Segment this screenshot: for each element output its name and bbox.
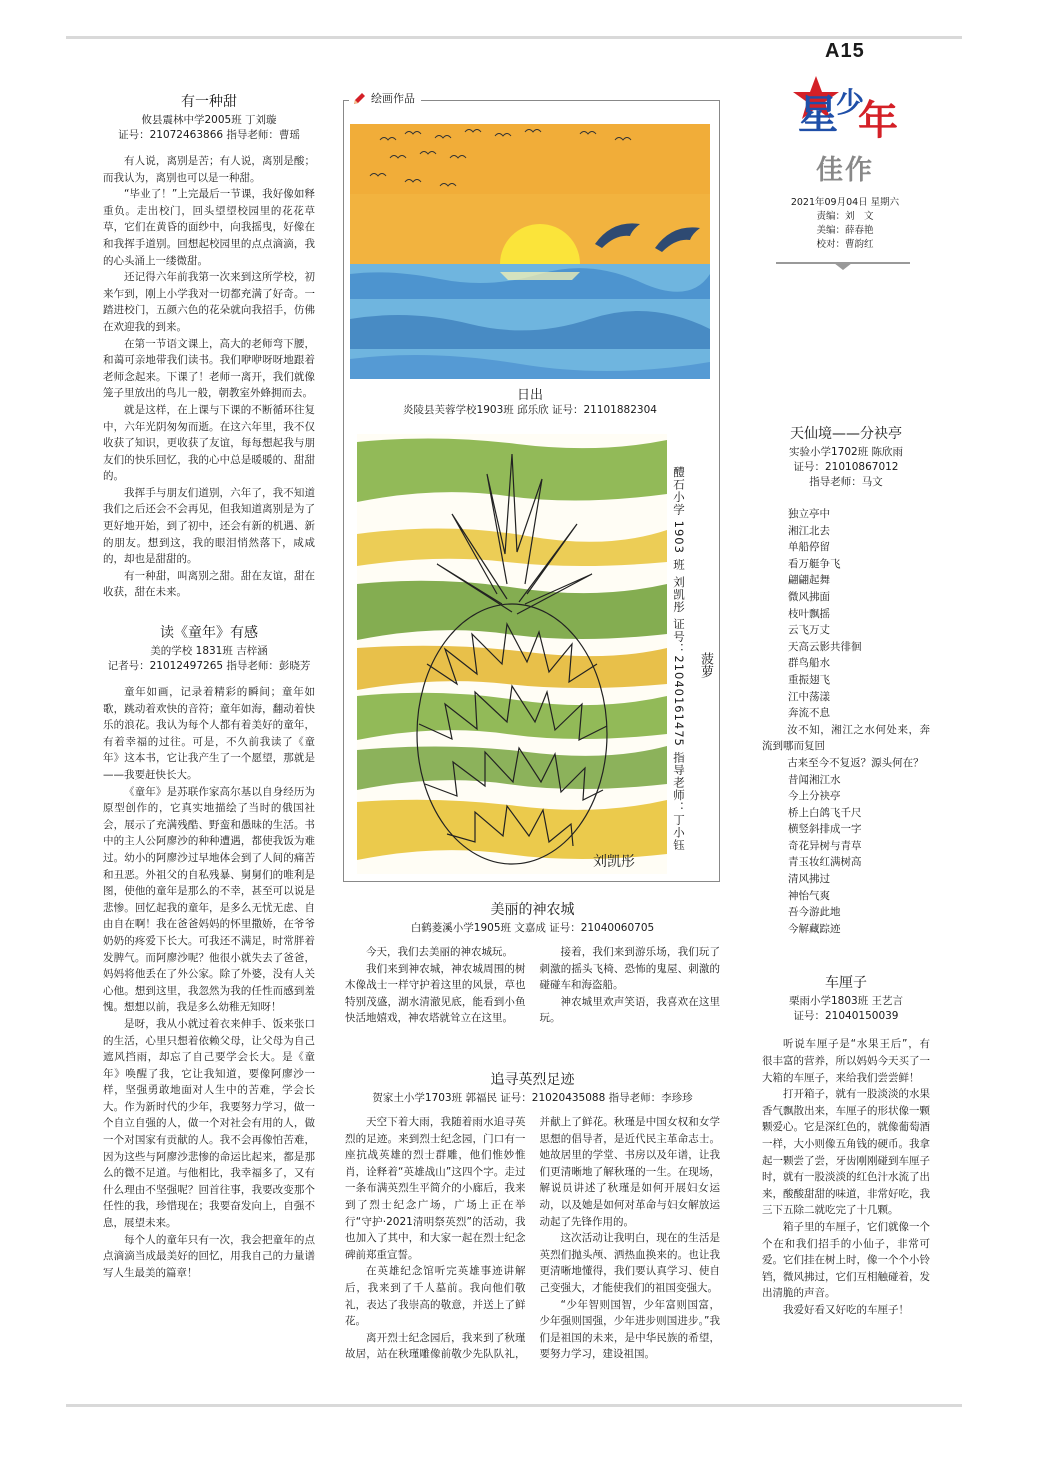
paragraph: 我们来到神农城，神农城周围的树木像战士一样守护着这里的风景，草也特别茂盛，湖水清澈见底，能看到小鱼快活地嬉戏，神农塔就耸立在这里。 <box>345 962 526 1025</box>
article-cert: 记者号：21012497265 指导老师：彭晓芳 <box>107 660 311 673</box>
column-left <box>103 92 315 1281</box>
article-cert: 证号：21010867012 <box>793 461 899 473</box>
poem-line: 翩翩起舞 <box>788 574 830 587</box>
paragraph: 《童年》是苏联作家高尔基以自身经历为原型创作的，它真实地描绘了当时的俄国社会，展示了充满残酷、野蛮和愚昧的生活。书中的主人公阿廖沙的种种遭遇，都使我饭为难过。幼小的阿廖沙过早地体会到了人间的痛苦和丑恶。外祖父的自私残暴、舅舅们的唯利是图，使他的童年是那么的不幸，甚至可以说是悲惨。回忆起我的童年，是多么无忧无虑、自由自在啊！我在爸爸妈妈的怀里撒娇，在爷爷奶奶的疼爱下长大。可我还不满足，时常胖着发脾气。而阿廖沙呢？他很小就失去了爸爸，妈妈将他丢在了外公家。除了外婆，没有人关心他。想到这里，我忽然为我的任性而感到羞愧。想想以前，我是多么幼稚无知呀！ <box>103 785 315 1014</box>
poem-line: 群鸟船水 <box>788 657 830 670</box>
poem-line: 微风拂面 <box>788 590 830 603</box>
article-cherries <box>762 973 930 1318</box>
art-editor: 美编：薛春艳 <box>816 225 874 236</box>
poem-line: 横竖斜排成一字 <box>788 823 862 836</box>
editor: 责编：刘 文 <box>816 211 874 222</box>
poem-line: 今解藏踪迹 <box>788 922 841 935</box>
paragraph: 打开箱子，就有一股淡淡的水果香气飘散出来，车厘子的形状像一颗颗爱心。它是深红色的，就像葡萄酒一样，大小则像五角钱的硬币。我拿起一颗尝了尝，牙齿刚刚碰到车厘子时，就有一股淡淡的红色汁水流了出来，酸酸甜甜的味道，非常好吃，我三下五除二就吃完了十几颗。 <box>762 1088 930 1217</box>
article-sweet <box>103 92 315 601</box>
poem-line: 青玉妆红满树高 <box>788 856 862 869</box>
poem-line: 单船停留 <box>788 541 830 554</box>
paragraph: 有一种甜，叫离别之甜。甜在友谊，甜在收获，甜在未来。 <box>103 569 315 599</box>
article-body <box>345 944 720 1027</box>
svg-text:少: 少 <box>836 86 865 119</box>
article-title: 追寻英烈足迹 <box>490 1072 575 1088</box>
poem-line: 天高云影共徘徊 <box>788 640 862 653</box>
article-title: 读《童年》有感 <box>160 625 258 642</box>
article-author: 栗雨小学1803班 王艺言 <box>788 995 904 1008</box>
paragraph: 在第一节语文课上，高大的老师弯下腰，和蔼可亲地带我们读书。我们咿咿呀呀地跟着老师念起来。下课了！老师一离开，我们就像笼子里放出的鸟儿一般，朝教室外蜂拥而去。 <box>103 337 315 400</box>
paragraph: 我爱好看又好吃的车厘子！ <box>783 1303 909 1316</box>
poem-line: 今上分袂亭 <box>788 790 841 803</box>
article-cert: 证号：21040150039 <box>793 1010 899 1023</box>
article-author: 贺家土小学1703班 郭福民 证号：21020435088 指导老师：李珍珍 <box>372 1092 693 1104</box>
issue-date: 2021年09月04日 星期六 <box>790 197 900 208</box>
poem-line: 神怡气爽 <box>788 889 830 902</box>
article-title: 有一种甜 <box>181 94 237 110</box>
pineapple-signature: 刘凯彤 <box>593 854 635 870</box>
poem-body <box>762 506 930 937</box>
pineapple-painting <box>357 434 667 874</box>
poem-line: 奔流不息 <box>788 707 830 720</box>
article-martyrs <box>345 1070 720 1402</box>
article-title: 车厘子 <box>825 975 867 992</box>
svg-text:星: 星 <box>798 92 838 138</box>
masthead <box>780 36 910 266</box>
sunrise-painting <box>350 124 710 379</box>
paragraph: 离开烈士纪念园后，我来到了秋瑾故居，站在秋瑾雕像前敬少先队队礼，并献上了鲜花。秋瑾是中国女权和女学思想的倡导者，是近代民主革命志士。她故居里的学堂、书房以及年谱，让我们更清晰地了解秋瑾的一生。在现场，解说员讲述了秋瑾是如何开展妇女运动，以及她是如何对革命与妇女解放运动起了先锋作用的。 <box>345 1116 720 1361</box>
paragraph: 听说车厘子是“水果王后”，有很丰富的营养，所以妈妈今天买了一大箱的车厘子，来给我们尝尝鲜！ <box>762 1038 930 1084</box>
masthead-divider-icon <box>776 260 910 270</box>
poem-line: 独立亭中 <box>788 508 830 520</box>
article-childhood <box>103 623 315 1281</box>
paragraph: 我挥手与朋友们道别，六年了，我不知道我们之后还会不会再见，但我知道离别是为了更好地开始，到了初中，还会有新的机遇、新的朋友。想到这，我的眼泪悄然落下，咸咸的，却也是甜甜的。 <box>103 486 315 566</box>
paragraph: 有人说，离别是苦；有人说，离别是酸；而我认为，离别也可以是一种甜。 <box>103 155 315 184</box>
article-body <box>345 1114 720 1402</box>
issue-info <box>780 196 910 252</box>
section-title: 佳作 <box>816 155 874 186</box>
article-title: 美丽的神农城 <box>490 902 575 918</box>
paragraph: “少年智则国智，少年富则国富，少年强则国强，少年进步则国进步。”我们是祖国的未来，是中华民族的希望，要努力学习，建设祖国。 <box>539 1298 720 1361</box>
paragraph: 每个人的童年只有一次，我会把童年的点点滴滴当成最美好的回忆，用我自己的力量谱写人生最美的篇章！ <box>103 1233 315 1279</box>
proofreader: 校对：曹韵红 <box>816 239 874 250</box>
pineapple-caption <box>672 466 686 852</box>
pineapple-credit: 醴石小学 1903 班 刘凯彤 证号：21040161475 指导老师：丁小钰 <box>672 466 686 852</box>
paragraph: 这次活动让我明白，现在的生活是英烈们抛头颅、洒热血换来的。也让我更清晰地懂得，我们要认真学习、使自己变强大，才能使我们的祖国变强大。 <box>539 1232 720 1294</box>
article-teacher: 指导老师：马文 <box>809 476 883 488</box>
pencil-icon <box>351 91 367 107</box>
poem-line: 吾今游此地 <box>788 906 841 919</box>
paragraph: 今天，我们去美丽的神农城玩。 <box>366 946 513 958</box>
article-shennong <box>345 900 720 1027</box>
paragraph: 童年如画，记录着精彩的瞬间；童年如歌，跳动着欢快的音符；童年如海，翻动着快乐的浪花。我认为每个人都有着美好的童年，有着幸福的过往。可是，不久前我读了《童年》这本书，它让我产生了一个愿望，那就是——我要赶快长大。 <box>103 686 315 781</box>
article-author: 美的学校 1831班 吉梓涵 <box>150 645 268 658</box>
poem-line: 重振翅飞 <box>788 673 830 686</box>
pineapple-title: 菠萝 <box>698 652 713 678</box>
poem-line: 古来至今不复返？源头何在？ <box>787 756 924 769</box>
paragraph: 箱子里的车厘子，它们就像一个个在和我们招手的小仙子，非常可爱。它们挂在树上时，像一个个小铃铛，微风拂过，它们互相触碰着，发出清脆的声音。 <box>762 1220 930 1300</box>
poem-line: 奇花异树与青草 <box>788 839 862 852</box>
poem-line: 江中荡漾 <box>788 690 830 703</box>
poem-line: 桥上白鸽飞千尺 <box>788 806 862 819</box>
article-author: 白鹤菱溪小学1905班 文嘉成 证号：21040060705 <box>410 922 655 934</box>
painting-tag <box>349 90 421 108</box>
sunrise-credit: 炎陵县芙蓉学校1903班 邱乐欣 证号：21101882304 <box>403 404 657 416</box>
paragraph: 天空下着大雨，我随着雨水追寻英烈的足迹。来到烈士纪念园，门口有一座抗战英雄的烈士群雕，他们惟妙惟肖，诠释着“英雄战山”这四个字。走过一条布满英烈生平简介的小廊后，我来到了烈士纪念广场，广场上正在举行“守护·2021清明祭英烈”的活动，我也加入了其中，和大家一起在烈士纪念碑前郑重宣誓。 <box>345 1116 526 1261</box>
page-code: A15 <box>825 40 865 62</box>
poem-line: 汝不知，湘江之水何处来，奔流到哪而复回 <box>762 723 930 753</box>
article-title: 天仙境——分袂亭 <box>790 426 902 442</box>
paragraph: 是呀，我从小就过着衣来伸手、饭来张口的生活，心里只想着依赖父母，让父母为自己遮风挡雨，却忘了自己要学会长大。是《童年》唤醒了我，它让我知道，要像阿廖沙一样，坚强勇敢地面对人生中的苦难，学会长大。作为新时代的少年，我要努力学习，做一个自立自强的人，做一个对社会有用的人，做一个对国家有贡献的人。我不会再像怕苦难，因为这些与阿廖沙悲惨的命运比起来，都是那么的微不足道。与他相比，我幸福多了，又有什么理由不坚强呢？回首往事，我要改变那个任性的我，珍惜现在；我要奋发向上，自强不息，展望未来。 <box>103 1017 315 1230</box>
paragraph: 还记得六年前我第一次来到这所学校，初来乍到，刚上小学我对一切都充满了好奇。一踏进校门，五颜六色的花朵就向我招手，仿佛在欢迎我的到来。 <box>103 271 315 333</box>
paragraph: 在英雄纪念馆听完英雄事迹讲解后，我来到了千人墓前。我向他们敬礼，表达了我崇高的敬意，并送上了鲜花。 <box>345 1265 526 1328</box>
poem-line: 枝叶飘摇 <box>788 607 830 620</box>
article-pavilion <box>762 424 930 937</box>
poem-line: 昔闻湘江水 <box>788 773 841 786</box>
article-author: 攸县震林中学2005班 丁刘璇 <box>141 114 277 126</box>
paragraph: 接着，我们来到游乐场，我们玩了刺激的摇头飞椅、恐怖的鬼屋、刺激的碰碰车和海盗船。 <box>539 946 720 992</box>
poem-line: 清风拂过 <box>788 873 830 886</box>
paragraph: 就是这样，在上课与下课的不断循环往复中，六年光阴匆匆而逝。在这六年里，我不仅收获了知识，更收获了友谊，每每想起我与朋友们的快乐回忆，我的心中总是暖暖的、甜甜的。 <box>103 403 315 483</box>
paragraph: 神农城里欢声笑语，我喜欢在这里玩。 <box>539 995 720 1025</box>
sunrise-title: 日出 <box>516 388 543 403</box>
poem-line: 云飞万丈 <box>788 624 830 637</box>
svg-text:年: 年 <box>858 98 898 142</box>
column-right <box>762 424 930 1319</box>
poem-line: 看万艇争飞 <box>788 557 841 570</box>
poem-line: 湘江北去 <box>788 524 830 537</box>
paragraph: “毕业了！”上完最后一节课，我好像如释重负。走出校门，回头望望校园里的花花草草，它们在黄昏的面纱中，向我摇曳，好像在和我挥手道别。回想起校园里的点点滴滴，我的心头涌上一缕微甜。 <box>103 188 315 267</box>
brand-logo-icon <box>792 72 900 142</box>
article-cert: 证号：21072463866 指导老师：曹瑶 <box>118 129 300 141</box>
painting-tag-label: 绘画作品 <box>371 92 415 105</box>
article-author: 实验小学1702班 陈欣雨 <box>788 446 904 458</box>
bottom-rule <box>66 1404 962 1407</box>
